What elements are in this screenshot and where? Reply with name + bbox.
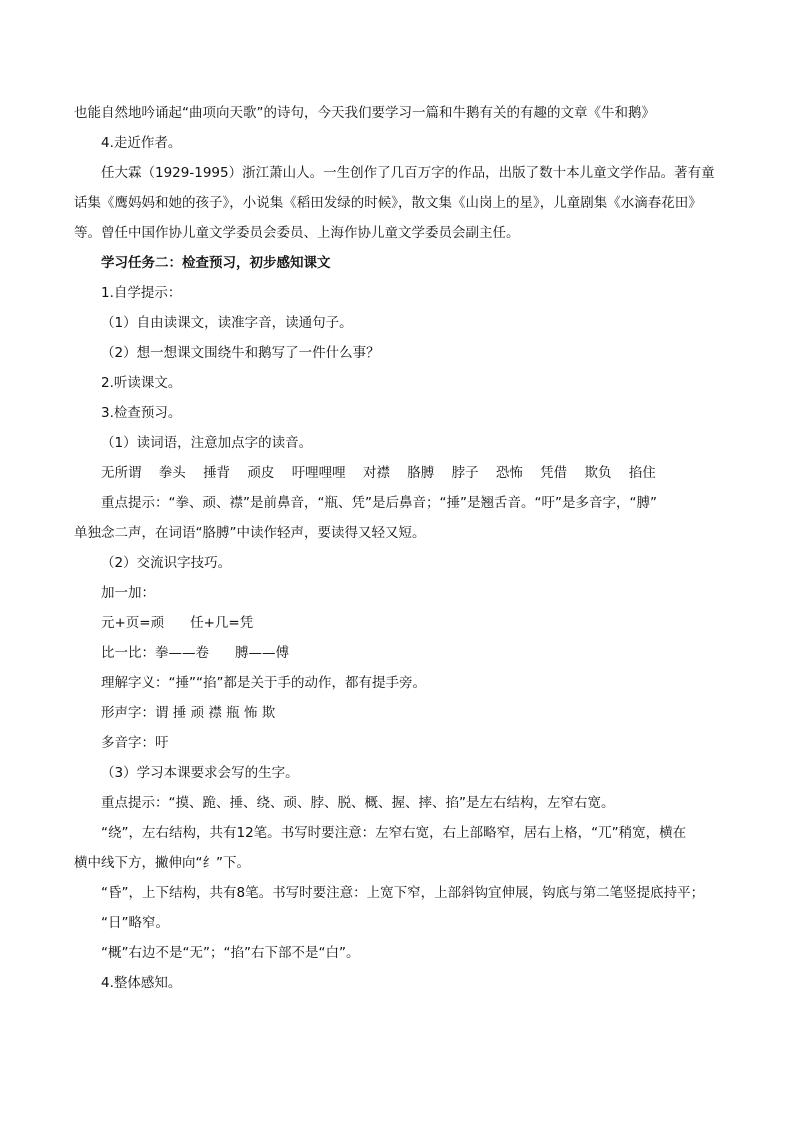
word: 对襟 (362, 465, 390, 481)
compare-example-1: 比一比：拳——卷 (101, 645, 209, 661)
check-item-2: （2）交流识字技巧。 (101, 555, 232, 571)
compare-line (74, 638, 734, 668)
word: 胳膊 (407, 465, 435, 481)
word: 掐住 (628, 465, 656, 481)
rao-line-2: 横中线下方，撇伸向“纟”下。 (74, 855, 250, 871)
overall-heading: 4.整体感知。 (101, 975, 182, 991)
phonetic-line: 形声字：谓 捶 顽 襟 瓶 怖 欺 (101, 705, 276, 721)
word: 拳头 (158, 465, 186, 481)
author-line-2: 话集《鹰妈妈和她的孩子》，小说集《稻田发绿的时候》，散文集《山岗上的星》，儿童剧集《水滴春花田》 (74, 195, 702, 211)
meaning-line: 理解字义：“捶”“掐”都是关于手的动作，都有提手旁。 (101, 675, 426, 691)
self-study-heading: 1.自学提示： (101, 285, 182, 301)
key-tip-line-1: 重点提示：“拳、顽、襟”是前鼻音，“瓶、凭”是后鼻音；“捶”是翘舌音。“吁”是多音字，“膊” (101, 495, 657, 511)
word: 顽皮 (247, 465, 275, 481)
word: 恐怖 (495, 465, 523, 481)
add-title: 加一加： (101, 585, 155, 601)
word: 吁哩哩哩 (291, 465, 346, 481)
word: 无所谓 (101, 465, 142, 481)
check-item-3: （3）学习本课要求会写的生字。 (101, 765, 299, 781)
hun-line-2: “日”略窄。 (101, 915, 169, 931)
word: 凭借 (540, 465, 568, 481)
polyphone-line: 多音字：吁 (101, 735, 169, 751)
write-tip-line: 重点提示：“摸、跪、捶、绕、顽、脖、脱、概、握、摔、掐”是左右结构，左窄右宽。 (101, 795, 615, 811)
hun-line-1: “昏”，上下结构，共有8笔。书写时要注意：上宽下窄，上部斜钩宜伸展，钩底与第二笔竖提底持平； (101, 885, 705, 901)
author-line-3: 等。曾任中国作协儿童文学委员会委员、上海作协儿童文学委员会副主任。 (74, 225, 520, 241)
intro-tail-line: 也能自然地吟诵起“曲项向天歌”的诗句，今天我们要学习一篇和牛鹅有关的有趣的文章《牛和鹅》 (74, 105, 655, 121)
self-study-item-2: （2）想一想课文围绕牛和鹅写了一件什么事？ (101, 345, 380, 361)
word: 欺负 (584, 465, 612, 481)
key-tip-line-2: 单独念二声，在词语“胳膊”中读作轻声，要读得又轻又短。 (74, 525, 426, 541)
author-heading: 4.走近作者。 (101, 135, 182, 151)
vocabulary-words (74, 458, 734, 488)
add-example-2: 任+几=凭 (190, 615, 254, 631)
word: 捶背 (203, 465, 231, 481)
author-line-1: 任大霖（1929-1995）浙江萧山人。一生创作了几百万字的作品，出版了数十本儿童文学作品。著有童 (101, 165, 715, 181)
check-item-1: （1）读词语，注意加点字的读音。 (101, 435, 313, 451)
check-heading: 3.检查预习。 (101, 405, 182, 421)
gai-note-line: “概”右边不是“无”；“掐”右下部不是“白”。 (101, 945, 360, 961)
add-example-1: 元+页=顽 (101, 615, 165, 631)
listen-heading: 2.听读课文。 (101, 375, 182, 391)
document-body (74, 98, 734, 998)
self-study-item-1: （1）自由读课文，读准字音，读通句子。 (101, 315, 353, 331)
word: 脖子 (451, 465, 479, 481)
compare-example-2: 膊——傅 (235, 645, 289, 661)
rao-line-1: “绕”，左右结构，共有12笔。书写时要注意：左窄右宽，右上部略窄，居右上格，“兀”稍宽，横在 (101, 825, 687, 841)
add-examples (74, 608, 734, 638)
task2-title: 学习任务二：检查预习，初步感知课文 (101, 255, 331, 271)
